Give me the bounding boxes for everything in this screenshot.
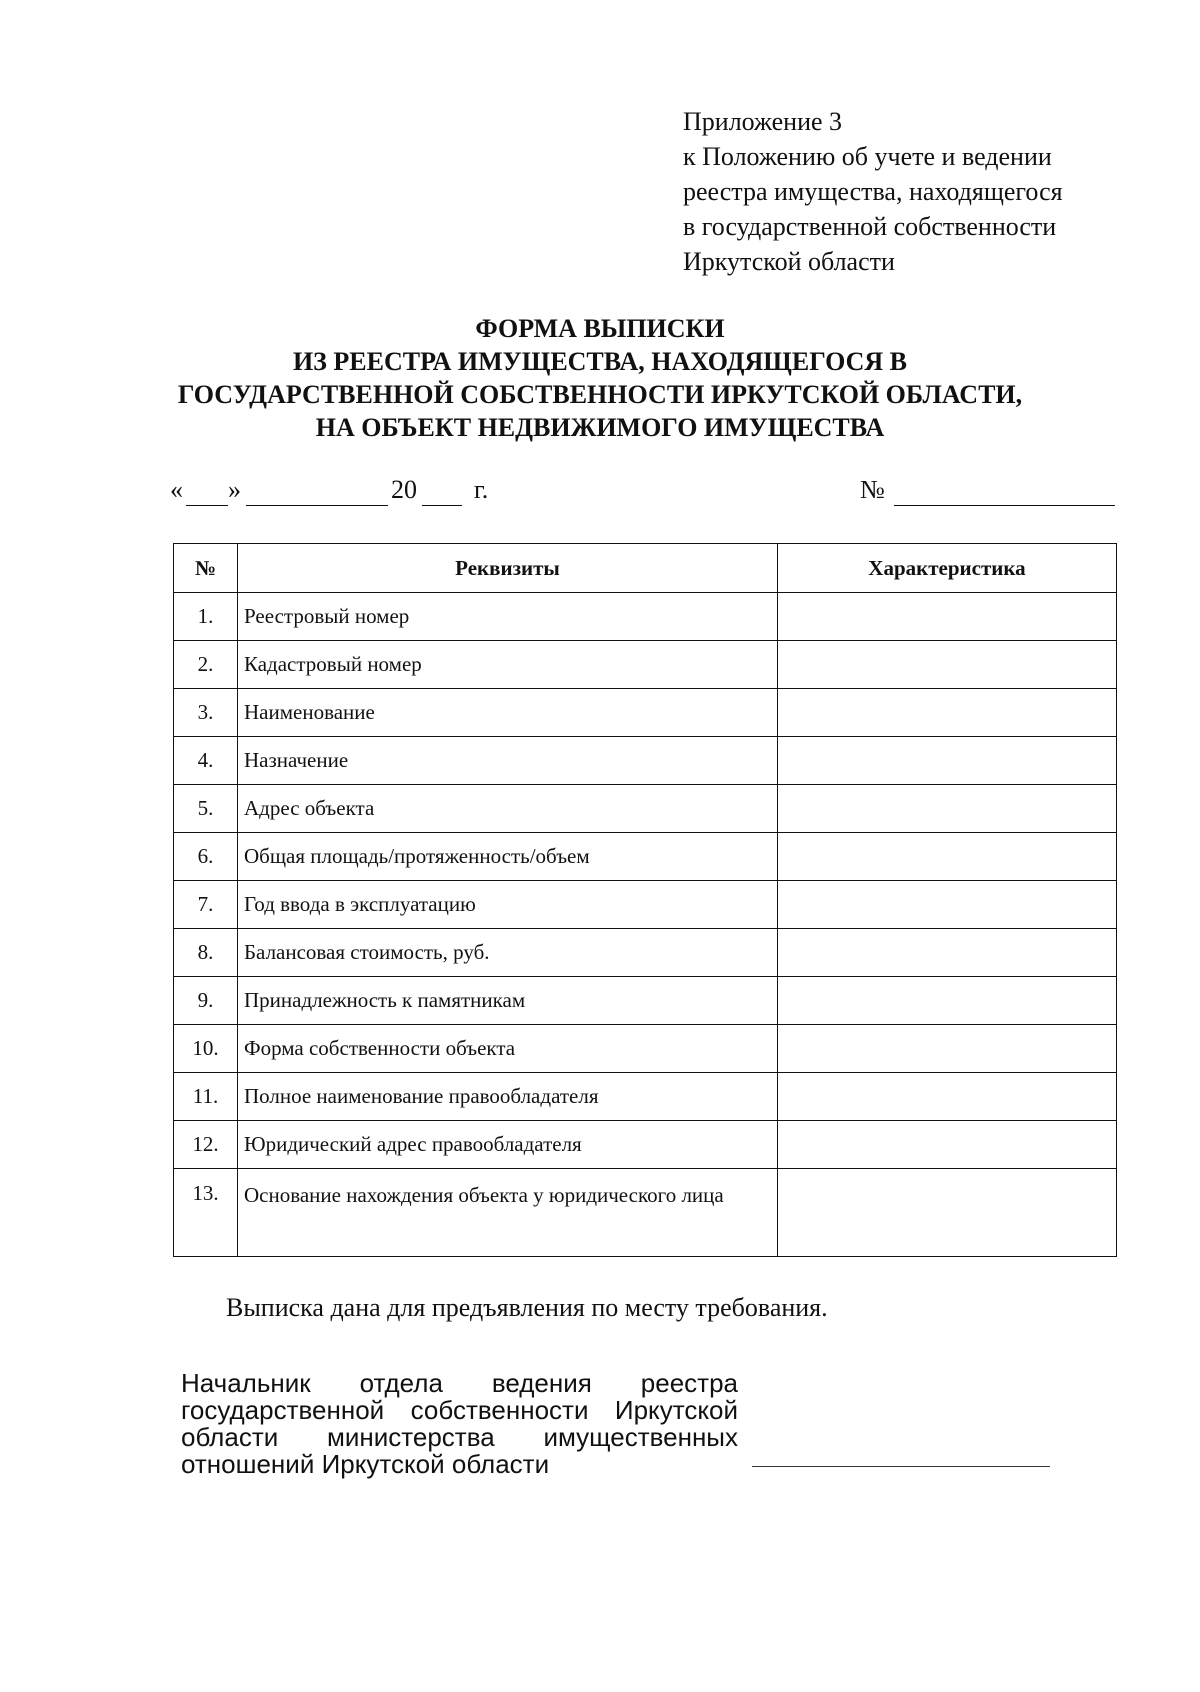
- title-line: НА ОБЪЕКТ НЕДВИЖИМОГО ИМУЩЕСТВА: [315, 413, 885, 442]
- row-characteristic-cell: [778, 785, 1117, 833]
- row-requisite: Юридический адрес правообладателя: [238, 1121, 778, 1169]
- row-characteristic-cell: [778, 641, 1117, 689]
- close-quote: »: [228, 475, 241, 504]
- row-number: 2.: [174, 641, 238, 689]
- table-row: [174, 881, 1117, 929]
- row-number: 10.: [174, 1025, 238, 1073]
- row-requisite: Год ввода в эксплуатацию: [238, 881, 778, 929]
- month-blank: [246, 505, 388, 506]
- row-number: 5.: [174, 785, 238, 833]
- signatory-block: [181, 1370, 738, 1478]
- signatory-line: области министерства имущественных: [181, 1422, 738, 1452]
- table-header-row: [174, 544, 1117, 593]
- header-characteristic: Характеристика: [778, 544, 1117, 593]
- row-characteristic-cell: [778, 1073, 1117, 1121]
- table-row: [174, 689, 1117, 737]
- title-line: ФОРМА ВЫПИСКИ: [475, 314, 725, 343]
- row-number: 3.: [174, 689, 238, 737]
- year-suffix: г.: [474, 475, 489, 504]
- title-line: ИЗ РЕЕСТРА ИМУЩЕСТВА, НАХОДЯЩЕГОСЯ В: [292, 347, 908, 376]
- row-requisite: Кадастровый номер: [238, 641, 778, 689]
- table-row: [174, 641, 1117, 689]
- table-row: [174, 737, 1117, 785]
- header-requisites: Реквизиты: [238, 544, 778, 593]
- header-num: №: [174, 544, 238, 593]
- table-row: [174, 833, 1117, 881]
- row-requisite: Форма собственности объекта: [238, 1025, 778, 1073]
- row-requisite: Полное наименование правообладателя: [238, 1073, 778, 1121]
- row-characteristic-cell: [778, 737, 1117, 785]
- row-requisite: Реестровый номер: [238, 593, 778, 641]
- row-requisite: Адрес объекта: [238, 785, 778, 833]
- signatory-line: государственной собственности Иркутской: [181, 1395, 738, 1425]
- table-row: [174, 1169, 1117, 1257]
- row-requisite: Общая площадь/протяженность/объем: [238, 833, 778, 881]
- row-characteristic-cell: [778, 1025, 1117, 1073]
- row-number: 12.: [174, 1121, 238, 1169]
- year-blank: [422, 505, 462, 506]
- row-number: 1.: [174, 593, 238, 641]
- row-characteristic-cell: [778, 593, 1117, 641]
- number-blank: [894, 505, 1115, 506]
- date-number-line: [170, 475, 1115, 515]
- row-characteristic-cell: [778, 881, 1117, 929]
- table-row: [174, 1073, 1117, 1121]
- appendix-note: [683, 104, 1063, 279]
- row-number: 13.: [174, 1169, 238, 1257]
- row-number: 4.: [174, 737, 238, 785]
- signatory-line: Начальник отдела ведения реестра: [181, 1368, 738, 1398]
- table-row: [174, 785, 1117, 833]
- row-characteristic-cell: [778, 929, 1117, 977]
- row-number: 11.: [174, 1073, 238, 1121]
- appendix-line: в государственной собственности: [683, 212, 1057, 241]
- appendix-line: к Положению об учете и ведении: [683, 142, 1052, 171]
- appendix-line: реестра имущества, находящегося: [683, 177, 1063, 206]
- signatory-line: отношений Иркутской области: [181, 1449, 550, 1479]
- table-row: [174, 1121, 1117, 1169]
- document-title: [150, 312, 1050, 444]
- table-row: [174, 929, 1117, 977]
- row-characteristic-cell: [778, 833, 1117, 881]
- row-number: 8.: [174, 929, 238, 977]
- row-requisite: Наименование: [238, 689, 778, 737]
- title-line: ГОСУДАРСТВЕННОЙ СОБСТВЕННОСТИ ИРКУТСКОЙ ОБЛАСТИ,: [177, 380, 1023, 409]
- row-characteristic-cell: [778, 689, 1117, 737]
- number-sign: №: [860, 475, 885, 504]
- row-requisite: Балансовая стоимость, руб.: [238, 929, 778, 977]
- row-number: 6.: [174, 833, 238, 881]
- row-number: 7.: [174, 881, 238, 929]
- day-blank: [186, 505, 228, 506]
- row-requisite: Основание нахождения объекта у юридического лица: [238, 1169, 778, 1257]
- appendix-line: Приложение 3: [683, 107, 843, 136]
- row-characteristic-cell: [778, 977, 1117, 1025]
- row-requisite: Принадлежность к памятникам: [238, 977, 778, 1025]
- table-row: [174, 1025, 1117, 1073]
- issued-statement: Выписка дана для предъявления по месту требования.: [226, 1293, 828, 1322]
- requisites-table: [173, 543, 1117, 1257]
- row-characteristic-cell: [778, 1121, 1117, 1169]
- table-row: [174, 593, 1117, 641]
- open-quote: «: [170, 475, 183, 504]
- table-row: [174, 977, 1117, 1025]
- appendix-line: Иркутской области: [683, 247, 895, 276]
- row-characteristic-cell: [778, 1169, 1117, 1257]
- row-number: 9.: [174, 977, 238, 1025]
- signature-line: [752, 1466, 1050, 1467]
- row-requisite: Назначение: [238, 737, 778, 785]
- year-prefix: 20: [391, 475, 417, 504]
